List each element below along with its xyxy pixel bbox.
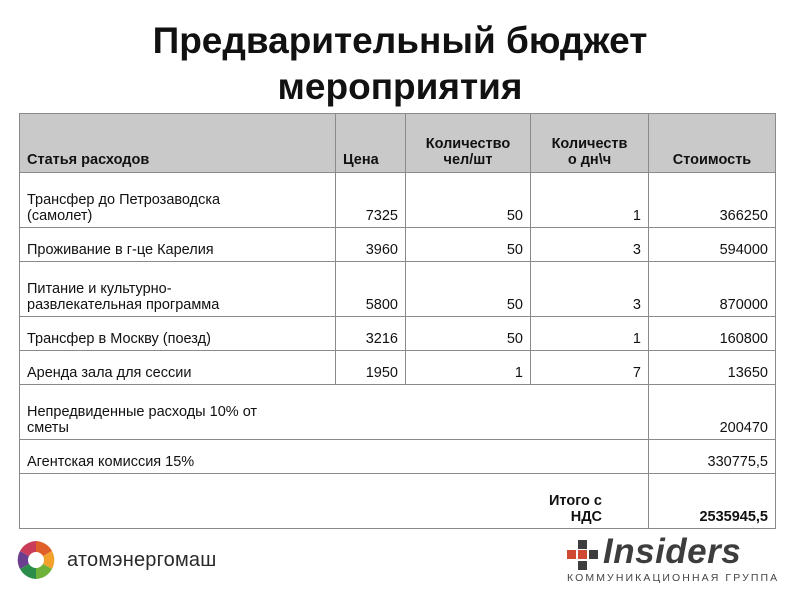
header-item: Статья расходов [20,114,336,173]
cell-cost: 160800 [649,317,776,351]
cell-qty-days: 3 [531,262,649,317]
cell-cost: 870000 [649,262,776,317]
cell-qty-days: 1 [531,317,649,351]
cell-item: Питание и культурно- развлекательная программа [20,262,336,317]
cell-item: Аренда зала для сессии [20,351,336,385]
header-qty-people: Количество чел/шт [406,114,531,173]
atomenergomash-name: атомэнергомаш [67,548,217,571]
flower-mark-icon [15,539,57,581]
table-header-row [20,114,776,173]
contingency-row [20,385,776,440]
cell-qty-people: 50 [406,173,531,228]
cell-qty-people: 50 [406,317,531,351]
cell-item: Трансфер в Москву (поезд) [20,317,336,351]
header-price: Цена [336,114,406,173]
table-row [20,262,776,317]
title-line-1: Предварительный бюджет [152,20,648,61]
table-row [20,173,776,228]
cell-qty-people: 1 [406,351,531,385]
insiders-logo [567,532,787,588]
insiders-tagline: КОММУНИКАЦИОННАЯ ГРУППА [567,572,780,584]
cell-cost: 366250 [649,173,776,228]
insiders-brand: Insiders [603,532,742,571]
page-title [0,18,800,110]
budget-table [19,113,776,529]
cell-qty-days: 1 [531,173,649,228]
cell-price: 3960 [336,228,406,262]
title-line-2: мероприятия [277,66,523,107]
grid-emblem-icon [567,540,601,572]
cell-price: 1950 [336,351,406,385]
contingency-cost: 200470 [649,385,776,440]
header-qty-days: Количеств о дн\ч [531,114,649,173]
table-row [20,351,776,385]
cell-qty-people: 50 [406,228,531,262]
cell-qty-people: 50 [406,262,531,317]
commission-label: Агентская комиссия 15% [20,440,649,474]
commission-row [20,440,776,474]
cell-qty-days: 7 [531,351,649,385]
cell-price: 7325 [336,173,406,228]
cell-cost: 594000 [649,228,776,262]
header-cost: Стоимость [649,114,776,173]
cell-item: Проживание в г-це Карелия [20,228,336,262]
cell-item: Трансфер до Петрозаводска (самолет) [20,173,336,228]
total-row [20,474,776,529]
cell-qty-days: 3 [531,228,649,262]
total-label: Итого с НДС [20,474,649,529]
cell-price: 5800 [336,262,406,317]
contingency-label: Непредвиденные расходы 10% от сметы [20,385,649,440]
cell-cost: 13650 [649,351,776,385]
table-row [20,317,776,351]
total-cost: 2535945,5 [649,474,776,529]
commission-cost: 330775,5 [649,440,776,474]
cell-price: 3216 [336,317,406,351]
atomenergomash-logo [15,538,217,582]
table-row [20,228,776,262]
